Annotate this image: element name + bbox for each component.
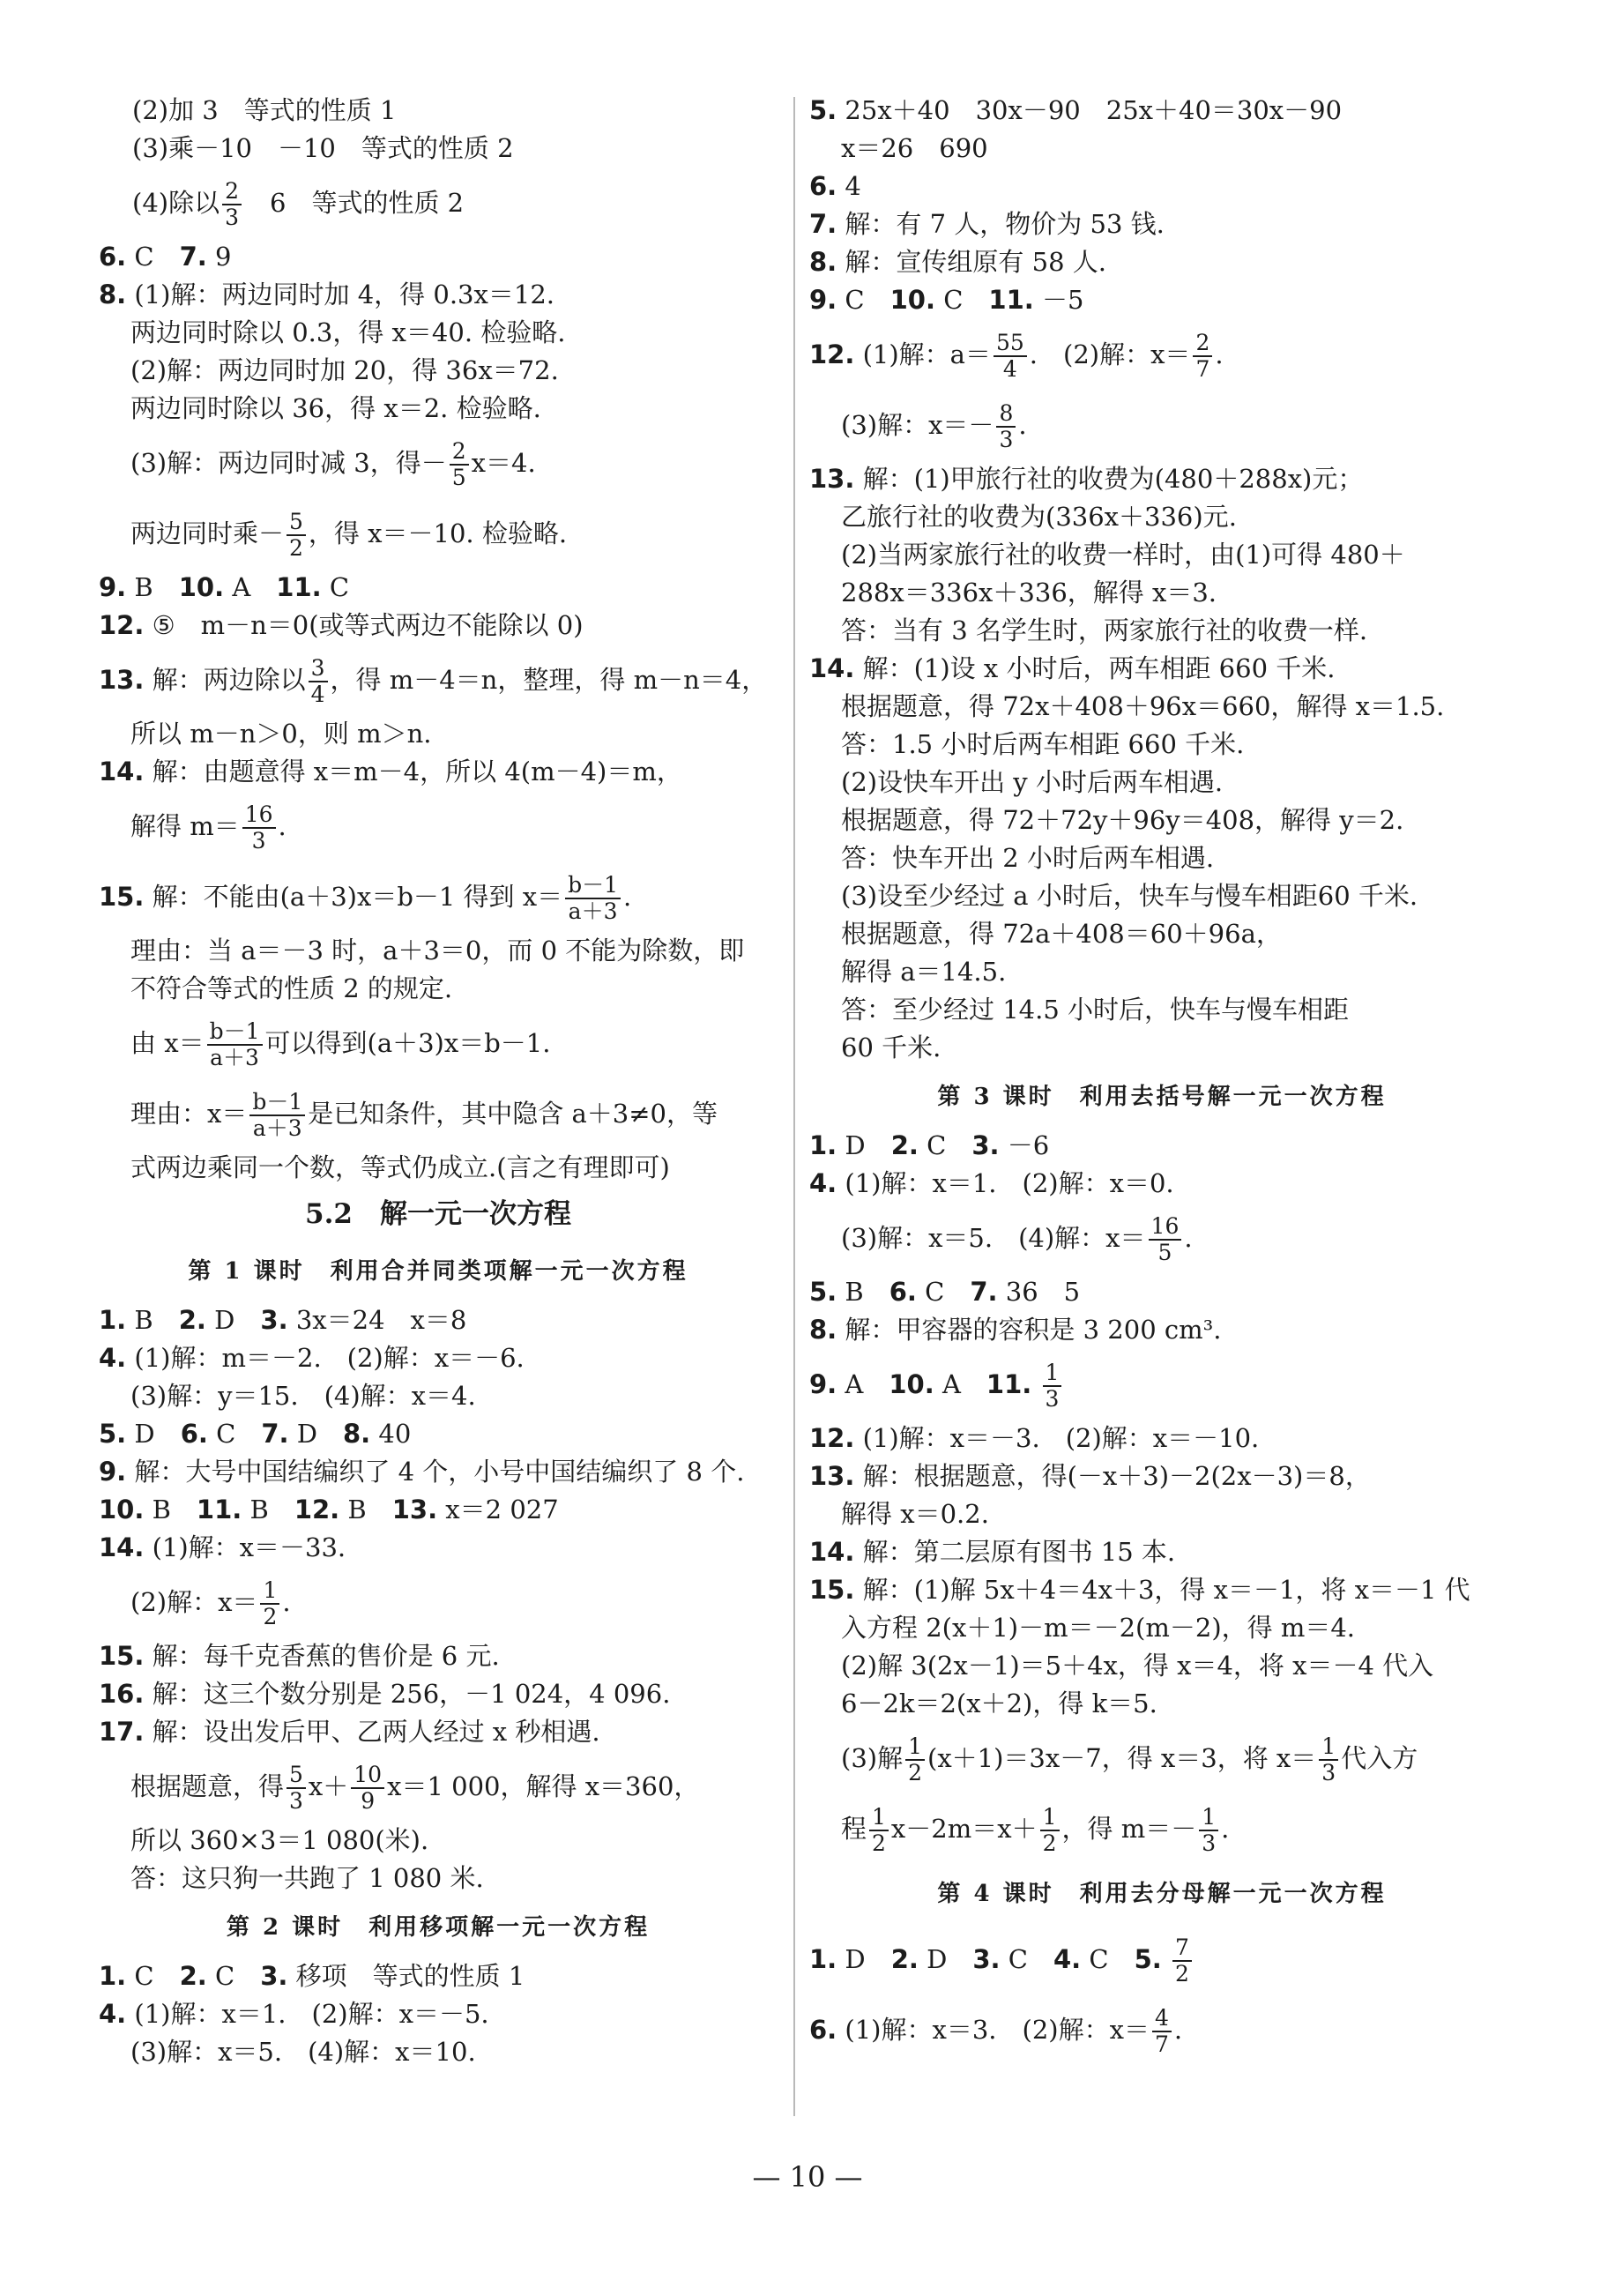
answer-line: 14. 解：第二层原有图书 15 本. xyxy=(809,1537,1176,1567)
fraction: $\frac{b-1}{a+3}$ xyxy=(565,873,621,924)
answer-line: (3)乘－10 －10 等式的性质 2 xyxy=(132,133,514,163)
fraction: $\frac{b-1}{a+3}$ xyxy=(249,1090,305,1141)
fraction: $\frac{1}{3}$ xyxy=(1199,1805,1218,1856)
answer-line: (3)解 $\frac{1}{2}$ (x＋1)＝3x－7，得 x＝3，将 x＝ $\frac{1}{3}$ 代入方 xyxy=(841,1733,1418,1785)
answer-line: 两边同时乘－ $\frac{5}{2}$ ，得 x＝－10. 检验略. xyxy=(130,509,568,561)
answer-line: 16. 解：这三个数分别是 256，－1 024，4 096. xyxy=(99,1679,671,1709)
answer-line: 答：至少经过 14.5 小时后，快车与慢车相距 xyxy=(841,995,1350,1025)
answer-line: 根据题意，得 $\frac{5}{3}$ x＋ $\frac{10}{9}$ x＝1 000，解得 x＝360， xyxy=(130,1762,700,1814)
lesson-heading: 第 3 课时 利用去括号解一元一次方程 xyxy=(937,1084,1387,1110)
fraction: $\frac{4}{7}$ xyxy=(1152,2006,1172,2057)
answer-line: 答：快车开出 2 小时后两车相遇. xyxy=(841,843,1215,873)
answer-line: 5. D 6. C 7. D 8. 40 xyxy=(99,1419,412,1449)
answer-line: 5. 25x＋40 30x－90 25x＋40＝30x－90 xyxy=(809,95,1343,125)
answer-line: (2)解：x＝ $\frac{1}{2}$ . xyxy=(130,1577,291,1629)
lesson-heading: 第 4 课时 利用去分母解一元一次方程 xyxy=(937,1881,1387,1907)
fraction: $\frac{1}{2}$ xyxy=(260,1578,279,1629)
answer-line: (3)解：两边同时减 3，得－ $\frac{2}{5}$ x＝4. xyxy=(130,438,536,490)
answer-line: 9. B 10. A 11. C xyxy=(99,572,350,602)
answer-line: 17. 解：设出发后甲、乙两人经过 x 秒相遇. xyxy=(99,1717,600,1747)
answer-line: 两边同时除以 0.3，得 x＝40. 检验略. xyxy=(130,317,566,347)
answer-line: 288x＝336x＋336，解得 x＝3. xyxy=(841,578,1217,608)
answer-line: 60 千米. xyxy=(841,1032,941,1062)
answer-line: 答：1.5 小时后两车相距 660 千米. xyxy=(841,729,1245,759)
answer-line: 13. 解：根据题意，得(－x＋3)－2(2x－3)＝8， xyxy=(809,1461,1371,1491)
answer-line: 理由：x＝ $\frac{b-1}{a+3}$ 是已知条件，其中隐含 a＋3≠0，等 xyxy=(130,1089,718,1141)
fraction: $\frac{5}{2}$ xyxy=(287,510,306,561)
left-column xyxy=(99,92,778,2071)
answer-line: 8. 解：甲容器的容积是 3 200 cm³. xyxy=(809,1315,1222,1345)
answer-line: 14. (1)解：x＝－33. xyxy=(99,1532,346,1562)
right-column xyxy=(809,92,1515,2065)
answer-line: 式两边乘同一个数，等式仍成立.(言之有理即可) xyxy=(130,1152,670,1182)
answer-line: 由 x＝ $\frac{b-1}{a+3}$ 可以得到(a＋3)x＝b－1. xyxy=(130,1018,551,1070)
answer-line: (3)解：x＝－ $\frac{8}{3}$ . xyxy=(841,400,1027,452)
answer-line: 9. A 10. A 11. $\frac{1}{3}$ xyxy=(809,1349,1515,1420)
answer-line: 5. B 6. C 7. 36 5 xyxy=(809,1277,1081,1307)
answer-line: 1. B 2. D 3. 3x＝24 x＝8 xyxy=(99,1305,467,1335)
answer-line: 所以 m－n＞0，则 m＞n. xyxy=(130,719,432,749)
fraction: $\frac{2}{3}$ xyxy=(222,179,242,230)
answer-line: 9. 解：大号中国结编织了 4 个，小号中国结编织了 8 个. xyxy=(99,1457,745,1487)
answer-line: 根据题意，得 72a＋408＝60＋96a， xyxy=(841,919,1282,949)
answer-line: (3)解：x＝5. (4)解：x＝10. xyxy=(130,2037,476,2067)
answer-line: (2)设快车开出 y 小时后两车相遇. xyxy=(841,767,1224,797)
fraction: $\frac{1}{2}$ xyxy=(1040,1805,1060,1856)
fraction: $\frac{2}{7}$ xyxy=(1193,331,1212,382)
answer-line: 10. B 11. B 12. B 13. x＝2 027 xyxy=(99,1495,559,1524)
answer-line: 6. (1)解：x＝3. (2)解：x＝ $\frac{4}{7}$ . xyxy=(809,2005,1183,2057)
answer-line: 解得 x＝0.2. xyxy=(841,1499,989,1529)
section-heading: 5.2 解一元一次方程 xyxy=(305,1198,571,1230)
answer-line: 解得 a＝14.5. xyxy=(841,957,1007,987)
page-number: — 10 — xyxy=(752,2160,863,2194)
column-divider xyxy=(793,97,795,2116)
answer-line: 15. 解：每千克香蕉的售价是 6 元. xyxy=(99,1641,500,1671)
answer-line: 程 $\frac{1}{2}$ x－2m＝x＋ $\frac{1}{2}$ ，得 m＝－ $\frac{1}{3}$ . xyxy=(841,1804,1230,1856)
answer-line: (4)除以 $\frac{2}{3}$ 6 等式的性质 2 xyxy=(132,178,465,230)
fraction: $\frac{16}{3}$ xyxy=(242,802,276,854)
answer-line: 根据题意，得 72＋72y＋96y＝408，解得 y＝2. xyxy=(841,805,1404,835)
answer-line: 答：这只狗一共跑了 1 080 米. xyxy=(130,1863,484,1893)
lesson-heading: 第 2 课时 利用移项解一元一次方程 xyxy=(226,1914,651,1941)
answer-line: 1. C 2. C 3. 移项 等式的性质 1 xyxy=(99,1961,525,1991)
answer-line: 6. C 7. 9 xyxy=(99,242,232,272)
answer-line: 7. 解：有 7 人，物价为 53 钱. xyxy=(809,209,1165,239)
fraction: $\frac{b-1}{a+3}$ xyxy=(207,1019,263,1070)
fraction: $\frac{10}{9}$ xyxy=(351,1763,384,1814)
answer-line: 6－2k＝2(x＋2)，得 k＝5. xyxy=(841,1688,1157,1718)
answer-line: (3)解：x＝5. (4)解：x＝ $\frac{16}{5}$ . xyxy=(841,1213,1193,1265)
fraction: $\frac{3}{4}$ xyxy=(309,656,328,707)
fraction: $\frac{8}{3}$ xyxy=(996,401,1016,452)
answer-line: 4. (1)解：m＝－2. (2)解：x＝－6. xyxy=(99,1343,525,1373)
fraction: $\frac{1}{2}$ xyxy=(869,1805,889,1856)
answer-line: 乙旅行社的收费为(336x＋336)元. xyxy=(841,502,1237,532)
fraction: $\frac{1}{3}$ xyxy=(1043,1360,1062,1412)
answer-line: 不符合等式的性质 2 的规定. xyxy=(130,973,453,1003)
fraction: $\frac{16}{5}$ xyxy=(1149,1214,1182,1265)
answer-line: 两边同时除以 36，得 x＝2. 检验略. xyxy=(130,393,541,423)
fraction: $\frac{5}{3}$ xyxy=(287,1763,306,1814)
answer-line: (3)解：y＝15. (4)解：x＝4. xyxy=(130,1381,476,1411)
answer-line: (2)加 3 等式的性质 1 xyxy=(132,95,397,125)
answer-line: 4. (1)解：x＝1. (2)解：x＝0. xyxy=(809,1168,1174,1198)
answer-line: (2)解：两边同时加 20，得 36x＝72. xyxy=(130,355,559,385)
answer-line: 所以 360×3＝1 080(米). xyxy=(130,1825,429,1855)
answer-line: 答：当有 3 名学生时，两家旅行社的收费一样. xyxy=(841,615,1368,645)
fraction: $\frac{1}{2}$ xyxy=(905,1734,925,1785)
answer-line: 15. 解：不能由(a＋3)x＝b－1 得到 x＝ $\frac{b-1}{a+3}$ . xyxy=(99,872,632,924)
answer-line: 理由：当 a＝－3 时，a＋3＝0，而 0 不能为除数，即 xyxy=(130,936,745,965)
answer-line: 12. ⑤ m－n＝0(或等式两边不能除以 0) xyxy=(99,610,584,640)
answer-line: 6. 4 xyxy=(809,171,861,201)
answer-line: 入方程 2(x＋1)－m＝－2(m－2)，得 m＝4. xyxy=(841,1613,1356,1643)
answer-line: 根据题意，得 72x＋408＋96x＝660，解得 x＝1.5. xyxy=(841,691,1445,721)
answer-line: 13. 解：(1)甲旅行社的收费为(480＋288x)元； xyxy=(809,464,1364,494)
answer-line: (2)当两家旅行社的收费一样时，由(1)可得 480＋ xyxy=(841,540,1405,570)
answer-line: 解得 m＝ $\frac{16}{3}$ . xyxy=(130,801,287,854)
answer-line: 12. (1)解：a＝ $\frac{55}{4}$ . (2)解：x＝ $\frac{2}{7}$ . xyxy=(809,330,1224,382)
answer-line: (2)解 3(2x－1)＝5＋4x，得 x＝4，将 x＝－4 代入 xyxy=(841,1651,1434,1681)
answer-line: x＝26 690 xyxy=(841,133,988,163)
lesson-heading: 第 1 课时 利用合并同类项解一元一次方程 xyxy=(188,1258,688,1285)
answer-line: 1. D 2. D 3. C 4. C 5. $\frac{7}{2}$ xyxy=(809,1924,1515,1994)
answer-line: 8. (1)解：两边同时加 4，得 0.3x＝12. xyxy=(99,280,554,309)
fraction: $\frac{7}{2}$ xyxy=(1172,1935,1192,1987)
answer-line: 8. 解：宣传组原有 58 人. xyxy=(809,247,1106,277)
fraction: $\frac{2}{5}$ xyxy=(450,439,469,490)
answer-line: 9. C 10. C 11. －5 xyxy=(809,285,1084,315)
answer-line: (3)设至少经过 a 小时后，快车与慢车相距60 千米. xyxy=(841,881,1418,911)
answer-line: 14. 解：(1)设 x 小时后，两车相距 660 千米. xyxy=(809,653,1336,683)
fraction: $\frac{55}{4}$ xyxy=(994,331,1027,382)
answer-line: 15. 解：(1)解 5x＋4＝4x＋3，得 x＝－1，将 x＝－1 代 xyxy=(809,1575,1470,1605)
answer-line: 4. (1)解：x＝1. (2)解：x＝－5. xyxy=(99,1999,489,2029)
answer-line: 12. (1)解：x＝－3. (2)解：x＝－10. xyxy=(809,1423,1260,1453)
answer-line: 13. 解：两边除以 $\frac{3}{4}$ ，得 m－4＝n，整理，得 m－n＝4， xyxy=(99,655,768,707)
answer-line: 14. 解：由题意得 x＝m－4，所以 4(m－4)＝m， xyxy=(99,757,682,786)
answer-line: 1. D 2. C 3. －6 xyxy=(809,1130,1050,1160)
fraction: $\frac{1}{3}$ xyxy=(1319,1734,1338,1785)
